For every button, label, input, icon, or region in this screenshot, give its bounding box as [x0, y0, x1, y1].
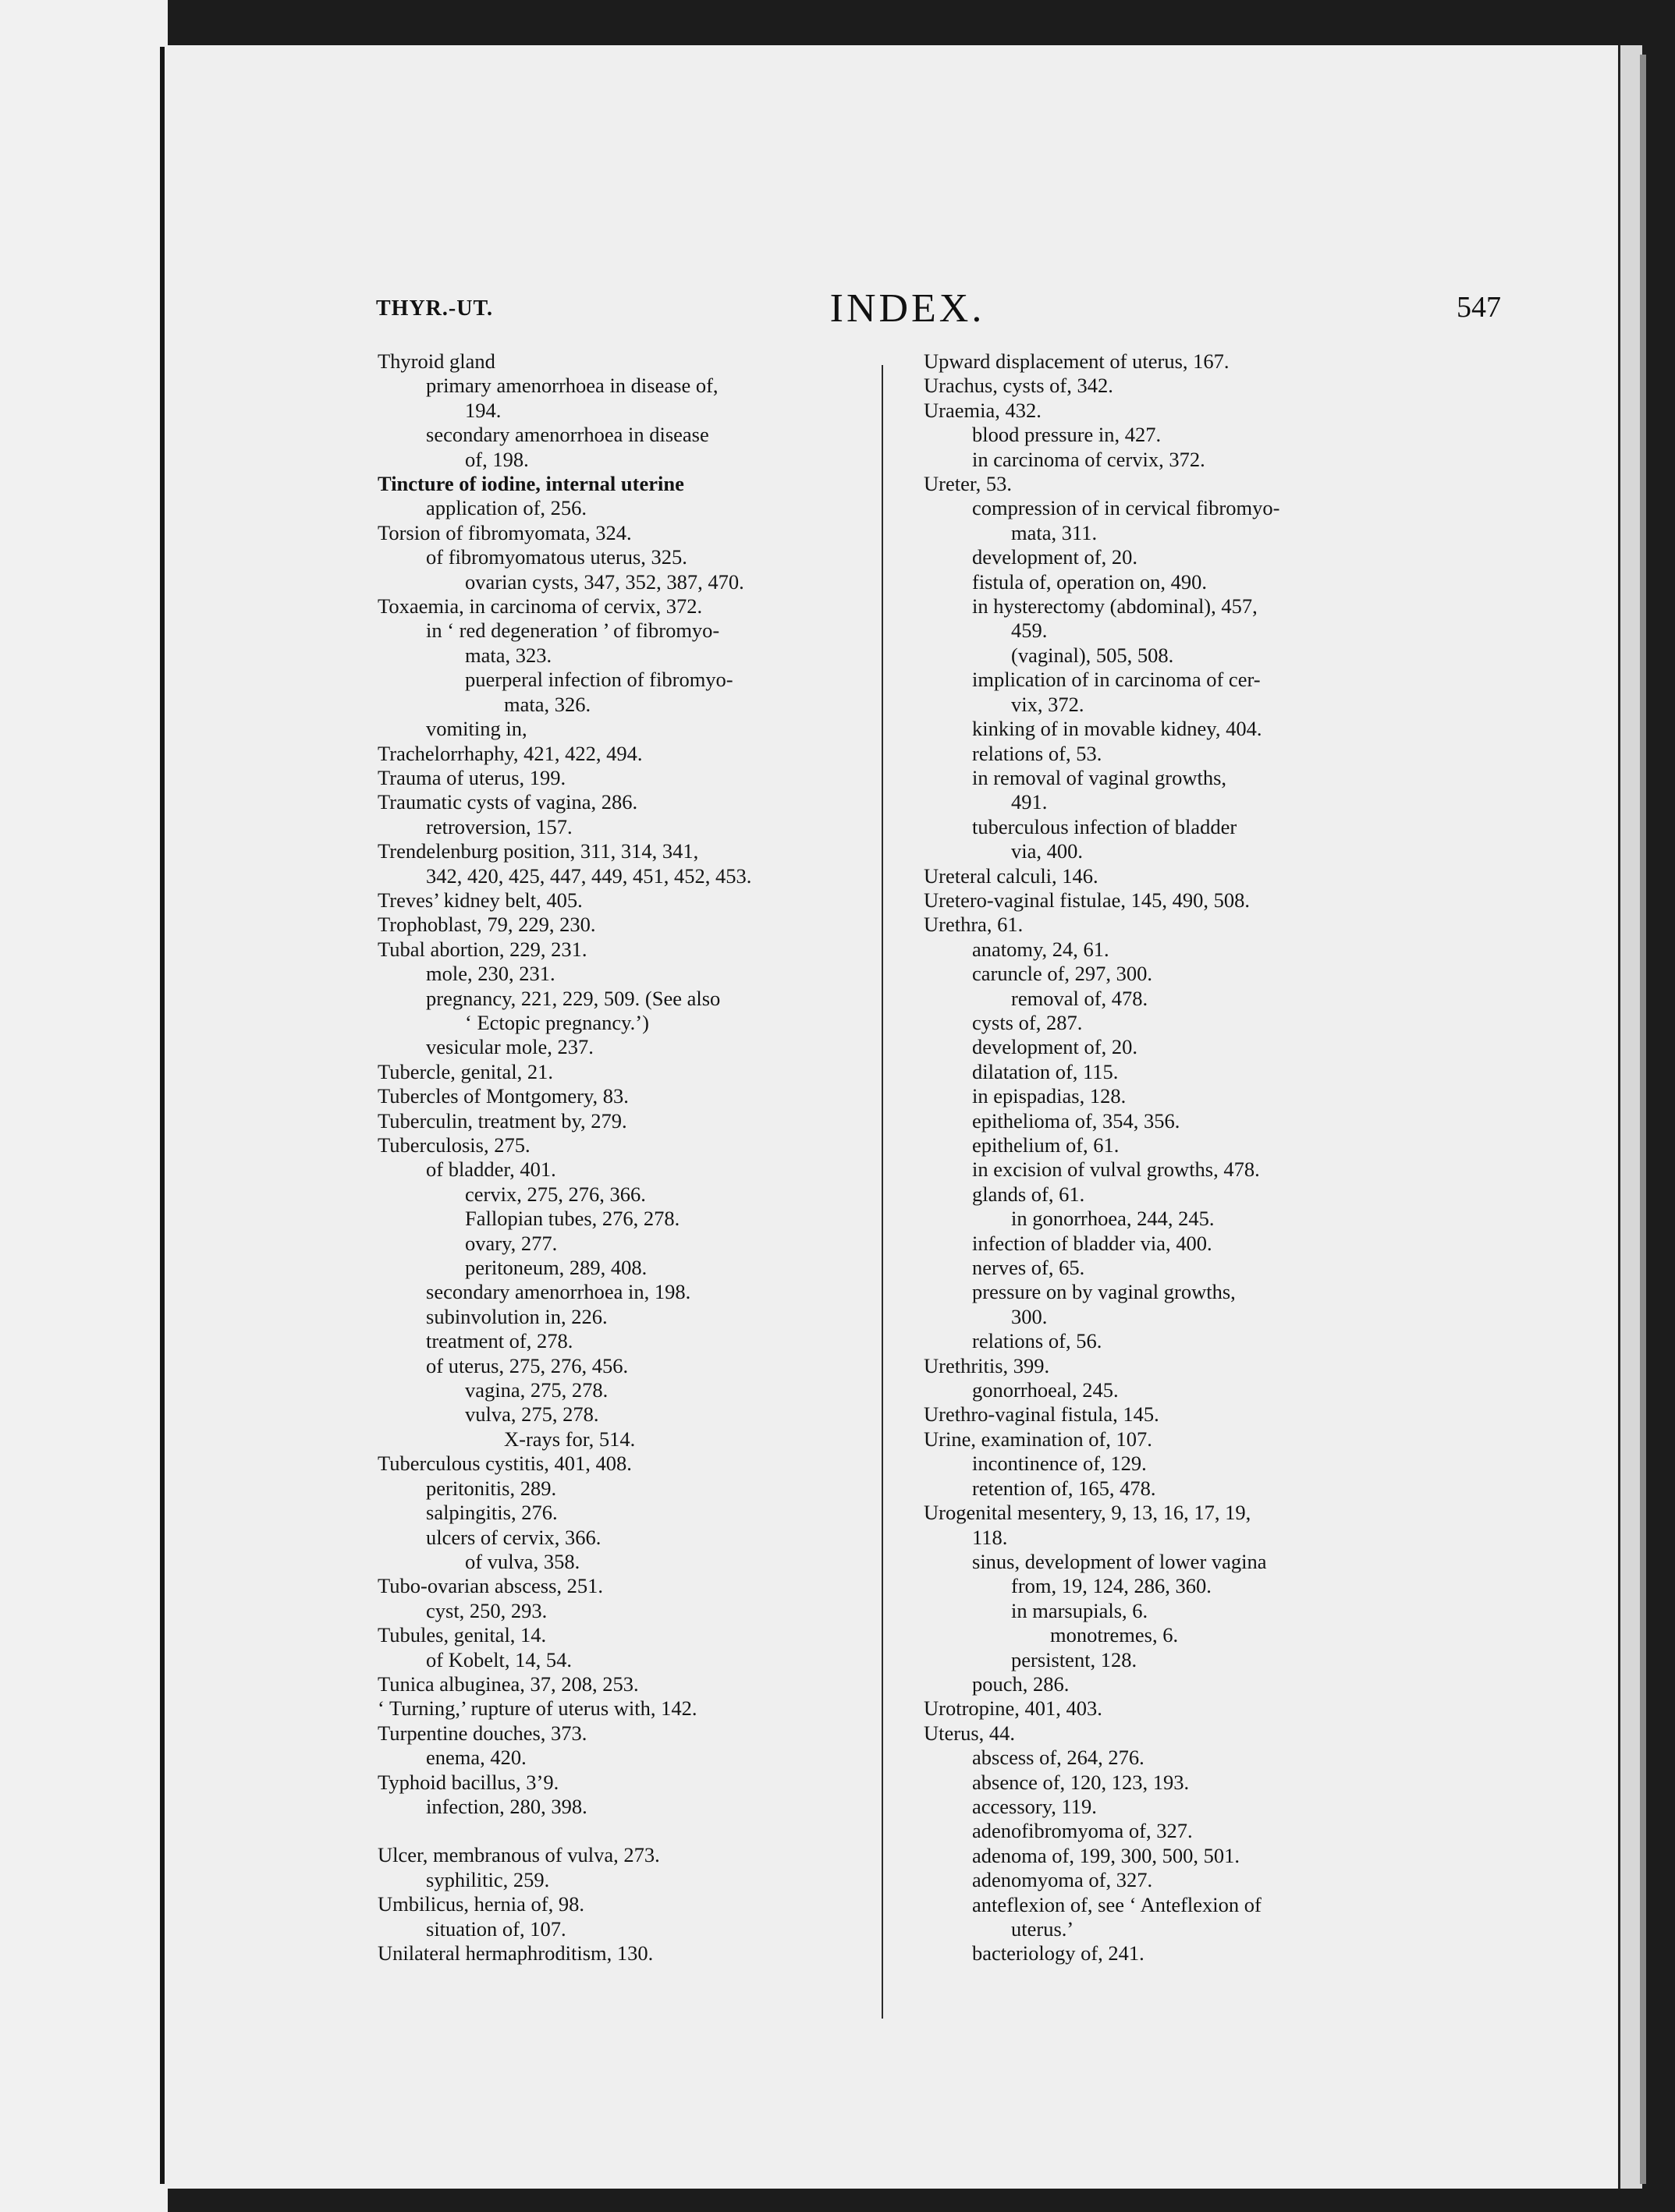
index-subentry: mata, 326.	[504, 692, 591, 716]
index-entry: Unilateral hermaphroditism, 130.	[378, 1941, 654, 1965]
page-title-text: INDEX.	[829, 286, 985, 331]
index-subentry: retroversion, 157.	[426, 814, 573, 838]
index-subentry: monotremes, 6.	[1050, 1623, 1179, 1647]
index-subentry: nerves of, 65.	[972, 1256, 1085, 1280]
section-gap	[378, 1819, 1017, 1843]
index-subentry: puerperal infection of fibromyo-	[465, 668, 733, 692]
index-entry: Urethro-vaginal fistula, 145.	[924, 1402, 1159, 1427]
index-entry: Tubercles of Montgomery, 83.	[378, 1084, 629, 1108]
index-entry: Upward displacement of uterus, 167.	[924, 349, 1230, 373]
index-subentry: of uterus, 275, 276, 456.	[426, 1353, 629, 1377]
index-subentry: pregnancy, 221, 229, 509. (See also	[426, 986, 721, 1010]
index-subentry: syphilitic, 259.	[426, 1867, 550, 1891]
page-header	[165, 286, 1618, 340]
index-entry: Trophoblast, 79, 229, 230.	[378, 913, 596, 937]
index-entry: Urethritis, 399.	[924, 1353, 1050, 1377]
index-subentry: cervix, 275, 276, 366.	[465, 1182, 646, 1206]
index-subentry: peritoneum, 289, 408.	[465, 1256, 648, 1280]
index-subentry: removal of, 478.	[1011, 986, 1148, 1010]
index-entry: Tubercle, genital, 21.	[378, 1059, 553, 1083]
index-entry: Ulcer, membranous of vulva, 273.	[378, 1843, 660, 1867]
index-entry: Thyroid gland	[378, 349, 495, 373]
adjacent-page-strip	[0, 0, 168, 2212]
index-entry: Tubal abortion, 229, 231.	[378, 937, 587, 961]
index-column-right	[924, 349, 1563, 1966]
index-subentry: application of, 256.	[426, 496, 587, 520]
index-subentry: cyst, 250, 293.	[426, 1598, 548, 1622]
index-subentry: enema, 420.	[426, 1746, 527, 1770]
index-subentry: epithelium of, 61.	[972, 1133, 1120, 1157]
index-subentry: secondary amenorrhoea in disease	[426, 423, 709, 447]
index-entry: Turpentine douches, 373.	[378, 1721, 587, 1745]
index-subentry: of vulva, 358.	[465, 1549, 580, 1573]
index-subentry: treatment of, 278.	[426, 1329, 573, 1353]
index-subentry: 194.	[465, 398, 502, 422]
index-subentry: kinking of in movable kidney, 404.	[972, 717, 1262, 741]
running-head: THYR.-UT.	[376, 296, 494, 321]
index-entry: Tuberculosis, 275.	[378, 1133, 531, 1157]
index-entry: Urotropine, 401, 403.	[924, 1696, 1102, 1721]
index-subentry: anteflexion of, see ‘ Anteflexion of	[972, 1892, 1262, 1916]
index-subentry: Fallopian tubes, 276, 278.	[465, 1207, 680, 1231]
index-subentry: vix, 372.	[1011, 692, 1084, 716]
index-subentry: of bladder, 401.	[426, 1157, 556, 1182]
index-subentry: peritonitis, 289.	[426, 1476, 557, 1500]
index-subentry: glands of, 61.	[972, 1182, 1085, 1206]
index-subentry: epithelioma of, 354, 356.	[972, 1108, 1180, 1133]
index-subentry: 459.	[1011, 619, 1048, 643]
index-entry: Umbilicus, hernia of, 98.	[378, 1892, 584, 1916]
index-subentry: abscess of, 264, 276.	[972, 1746, 1144, 1770]
index-subentry: implication of in carcinoma of cer-	[972, 668, 1261, 692]
index-entry: Tuberculin, treatment by, 279.	[378, 1108, 627, 1133]
index-entry: Tubo-ovarian abscess, 251.	[378, 1574, 604, 1598]
index-subentry: (vaginal), 505, 508.	[1011, 643, 1174, 667]
index-entry: Tuberculous cystitis, 401, 408.	[378, 1452, 632, 1476]
index-subentry: via, 400.	[1011, 839, 1083, 863]
index-subentry: blood pressure in, 427.	[972, 423, 1162, 447]
index-subentry: in gonorrhoea, 244, 245.	[1011, 1207, 1215, 1231]
index-entry: Tincture of iodine, internal uterine	[378, 472, 684, 496]
index-subentry: mata, 323.	[465, 643, 552, 667]
index-subentry: bacteriology of, 241.	[972, 1941, 1144, 1966]
index-subentry: vesicular mole, 237.	[426, 1035, 594, 1059]
index-subentry: vagina, 275, 278.	[465, 1378, 609, 1402]
index-subentry: 491.	[1011, 790, 1048, 814]
index-subentry: accessory, 119.	[972, 1794, 1097, 1818]
index-subentry: caruncle of, 297, 300.	[972, 962, 1153, 986]
page-edge	[1618, 45, 1642, 2189]
index-subentry: gonorrhoeal, 245.	[972, 1378, 1119, 1402]
index-entry: Urogenital mesentery, 9, 13, 16, 17, 19,	[924, 1501, 1251, 1525]
index-subentry: infection of bladder via, 400.	[972, 1231, 1212, 1255]
index-subentry: ovary, 277.	[465, 1231, 558, 1255]
binding-gutter-line	[160, 47, 165, 2184]
index-subentry: of fibromyomatous uterus, 325.	[426, 545, 687, 569]
index-subentry: in carcinoma of cervix, 372.	[972, 447, 1205, 471]
index-subentry: relations of, 53.	[972, 741, 1102, 765]
index-subentry: 342, 420, 425, 447, 449, 451, 452, 453.	[426, 863, 752, 888]
index-subentry: in marsupials, 6.	[1011, 1598, 1148, 1622]
index-subentry: 300.	[1011, 1304, 1048, 1328]
index-subentry: absence of, 120, 123, 193.	[972, 1770, 1190, 1794]
index-entry: Typhoid bacillus, 3’9.	[378, 1770, 559, 1794]
index-subentry: cysts of, 287.	[972, 1010, 1083, 1034]
index-subentry: sinus, development of lower vagina	[972, 1549, 1267, 1573]
index-subentry: X-rays for, 514.	[504, 1427, 636, 1451]
index-entry: Ureter, 53.	[924, 472, 1012, 496]
index-subentry: relations of, 56.	[972, 1329, 1102, 1353]
index-subentry: in epispadias, 128.	[972, 1084, 1127, 1108]
index-subentry: development of, 20.	[972, 1035, 1137, 1059]
index-entry: Tubules, genital, 14.	[378, 1623, 547, 1647]
index-entry: Ureteral calculi, 146.	[924, 863, 1098, 888]
column-divider	[882, 365, 883, 2019]
index-entry: Urine, examination of, 107.	[924, 1427, 1152, 1451]
index-subentry: of Kobelt, 14, 54.	[426, 1647, 572, 1671]
index-subentry: mata, 311.	[1011, 520, 1098, 544]
index-subentry: salpingitis, 276.	[426, 1501, 558, 1525]
index-entry: Uraemia, 432.	[924, 398, 1042, 422]
index-subentry: uterus.’	[1011, 1917, 1074, 1941]
index-subentry: fistula of, operation on, 490.	[972, 569, 1208, 594]
index-subentry: pressure on by vaginal growths,	[972, 1280, 1236, 1304]
index-subentry: primary amenorrhoea in disease of,	[426, 374, 719, 398]
index-entry: Tunica albuginea, 37, 208, 253.	[378, 1671, 639, 1696]
index-entry: Trachelorrhaphy, 421, 422, 494.	[378, 741, 643, 765]
index-subentry: development of, 20.	[972, 545, 1137, 569]
index-entry: Trendelenburg position, 311, 314, 341,	[378, 839, 699, 863]
index-subentry: vulva, 275, 278.	[465, 1402, 599, 1427]
index-subentry: mole, 230, 231.	[426, 962, 555, 986]
index-entry: Uretero-vaginal fistulae, 145, 490, 508.	[924, 888, 1250, 912]
index-subentry: situation of, 107.	[426, 1916, 566, 1941]
index-entry: Urethra, 61.	[924, 913, 1024, 937]
index-subentry: pouch, 286.	[972, 1671, 1070, 1696]
index-subentry: in hysterectomy (abdominal), 457,	[972, 594, 1258, 619]
index-subentry: ulcers of cervix, 366.	[426, 1525, 602, 1549]
index-subentry: in excision of vulval growths, 478.	[972, 1157, 1260, 1182]
page-edge-shadow	[1640, 55, 1646, 2184]
index-subentry: ‘ Ectopic pregnancy.’)	[465, 1010, 649, 1034]
index-entry: Trauma of uterus, 199.	[378, 765, 566, 789]
index-subentry: dilatation of, 115.	[972, 1059, 1119, 1083]
index-entry: Torsion of fibromyomata, 324.	[378, 520, 632, 544]
page-number: 547	[1457, 291, 1501, 324]
index-subentry: from, 19, 124, 286, 360.	[1011, 1574, 1212, 1598]
index-subentry: of, 198.	[465, 447, 529, 471]
index-subentry: incontinence of, 129.	[972, 1452, 1147, 1476]
index-subentry: infection, 280, 398.	[426, 1794, 587, 1818]
index-entry: ‘ Turning,’ rupture of uterus with, 142.	[378, 1696, 697, 1721]
index-subentry: secondary amenorrhoea in, 198.	[426, 1280, 691, 1304]
index-subentry: anatomy, 24, 61.	[972, 937, 1109, 961]
index-subentry: adenomyoma of, 327.	[972, 1868, 1153, 1892]
index-subentry: subinvolution in, 226.	[426, 1304, 608, 1328]
index-column-left	[378, 349, 1017, 1966]
index-subentry: ovarian cysts, 347, 352, 387, 470.	[465, 569, 744, 594]
index-entry: Uterus, 44.	[924, 1721, 1016, 1745]
index-subentry: tuberculous infection of bladder	[972, 814, 1237, 838]
index-subentry: retention of, 165, 478.	[972, 1476, 1156, 1500]
index-subentry: adenofibromyoma of, 327.	[972, 1819, 1193, 1843]
book-page	[165, 45, 1618, 2189]
index-entry: Traumatic cysts of vagina, 286.	[378, 790, 638, 814]
index-subentry: compression of in cervical fibromyo-	[972, 496, 1280, 520]
index-subentry: vomiting in,	[426, 717, 527, 741]
index-subentry: adenoma of, 199, 300, 500, 501.	[972, 1843, 1240, 1867]
index-subentry: persistent, 128.	[1011, 1647, 1137, 1671]
index-entry: Treves’ kidney belt, 405.	[378, 888, 583, 912]
index-entry: Toxaemia, in carcinoma of cervix, 372.	[378, 594, 703, 619]
index-subentry: in removal of vaginal growths,	[972, 765, 1227, 789]
index-subentry: 118.	[972, 1525, 1008, 1549]
index-subentry: in ‘ red degeneration ’ of fibromyo-	[426, 619, 720, 643]
index-entry: Urachus, cysts of, 342.	[924, 374, 1113, 398]
page-title	[165, 285, 1618, 331]
